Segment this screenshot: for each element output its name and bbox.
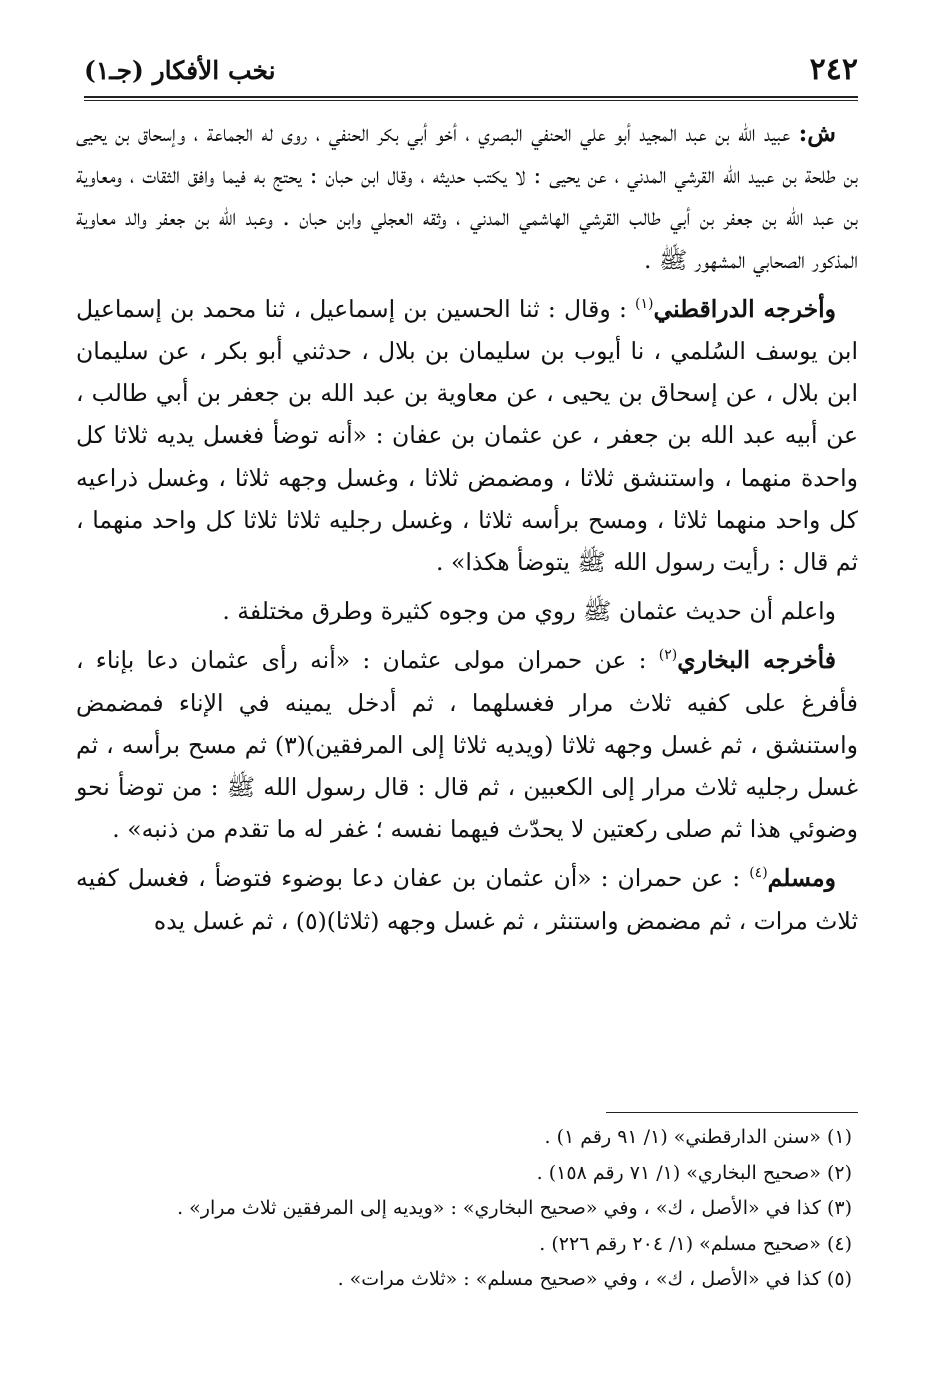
header-rule	[84, 96, 858, 101]
footnote-ref: (٤)	[749, 865, 768, 882]
body-text	[76, 112, 858, 949]
footnote: (١) «سنن الدارقطني» (١/ ٩١ رقم ١) .	[544, 1126, 852, 1148]
paragraph-lead: ش:	[798, 119, 836, 147]
paragraph	[76, 857, 858, 941]
footnote-ref: (٢)	[658, 647, 678, 664]
footnote: (٤) «صحيح مسلم» (١/ ٢٠٤ رقم ٢٢٦) .	[539, 1232, 852, 1255]
paragraph-text: : عن حمران : «أن عثمان بن عفان دعا بوضوء فتوضأ ، فغسل كفيه ثلاث مرات ، ثم مضمض واستنثر ، ثم غسل وجهه (ثلاثا)(٥) ، ثم غسل يده	[76, 864, 858, 935]
paragraph-text: : وقال : ثنا الحسين بن إسماعيل ، ثنا محمد بن إسماعيل ابن يوسف السُلمي ، نا أيوب بن سليمان بن بلال ، حدثني أبو بكر ، عن سليمان ابن بلال ، عن إسحاق بن يحيى ، عن معاوية بن عبد الله بن جعفر بن أبي طالب ، عن أبيه عبد الله بن جعفر ، عن عثمان بن عفان : «أنه توضأ فغسل يديه ثلاثا كل واحدة منهما ، واستنشق ثلاثا ، ومضمض ثلاثا ، وغسل وجهه ثلاثا ، وغسل ذراعيه كل واحد منهما ثلاثا ، ومسح برأسه ثلاثا ، وغسل رجليه ثلاثا ثلاثا كل واحد منهما ، ثم قال : رأيت رسول الله ﷺ يتوضأ هكذا» .	[76, 294, 858, 577]
footnote-rule	[606, 1112, 858, 1113]
page-header	[84, 52, 858, 96]
footnote: (٥) كذا في «الأصل ، ك» ، وفي «صحيح مسلم» : «ثلاث مرات» .	[337, 1268, 852, 1290]
page-number: ٢٤٢	[809, 52, 858, 87]
footnote: (٣) كذا في «الأصل ، ك» ، وفي «صحيح البخاري» : «ويديه إلى المرفقين ثلاث مرار» .	[177, 1197, 852, 1219]
paragraph	[76, 112, 858, 281]
running-title: نخب الأفكار (جـ١)	[84, 56, 276, 85]
paragraph-lead: وأخرجه الدراقطني	[653, 294, 836, 323]
paragraph-lead: ومسلم	[767, 864, 836, 893]
paragraph-text: عبيد الله بن عبد المجيد أبو علي الحنفي البصري ، أخو أبي بكر الحنفي ، روى له الجماعة ، وإسحاق بن يحيى بن طلحة بن عبيد الله القرشي المدني ، عن يحيى : لا يكتب حديثه ، وقال ابن حبان : يحتج به فيما وافق الثقات ، ومعاوية بن عبد الله بن جعفر بن أبي طالب القرشي الهاشمي المدني ، وثقه العجلي وابن حبان . وعبد الله بن جعفر والد معاوية المذكور الصحابي المشهور ﷺ .	[76, 119, 858, 274]
paragraph	[76, 590, 858, 632]
paragraph	[76, 639, 858, 850]
paragraph-lead: فأخرجه البخاري	[677, 646, 836, 675]
footnotes	[84, 1120, 858, 1298]
footnote-ref: (١)	[635, 295, 654, 312]
paragraph	[76, 288, 858, 583]
paragraph-text: واعلم أن حديث عثمان ﷺ روي من وجوه كثيرة وطرق مختلفة .	[222, 597, 836, 626]
footnote: (٢) «صحيح البخاري» (١/ ٧١ رقم ١٥٨) .	[536, 1161, 852, 1184]
paragraph-text: : عن حمران مولى عثمان : «أنه رأى عثمان دعا بإناء ، فأفرغ على كفيه ثلاث مرار فغسلهما ، ثم أدخل يمينه في الإناء فمضمض واستنشق ، ثم غسل وجهه ثلاثا (ويديه ثلاثا إلى المرفقين)(٣) ثم مسح برأسه ، ثم غسل رجليه ثلاث مرار إلى الكعبين ، ثم قال : قال رسول الله ﷺ : من توضأ نحو وضوئي هذا ثم صلى ركعتين لا يحدّث فيهما نفسه ؛ غفر له ما تقدم من ذنبه» .	[76, 646, 858, 844]
